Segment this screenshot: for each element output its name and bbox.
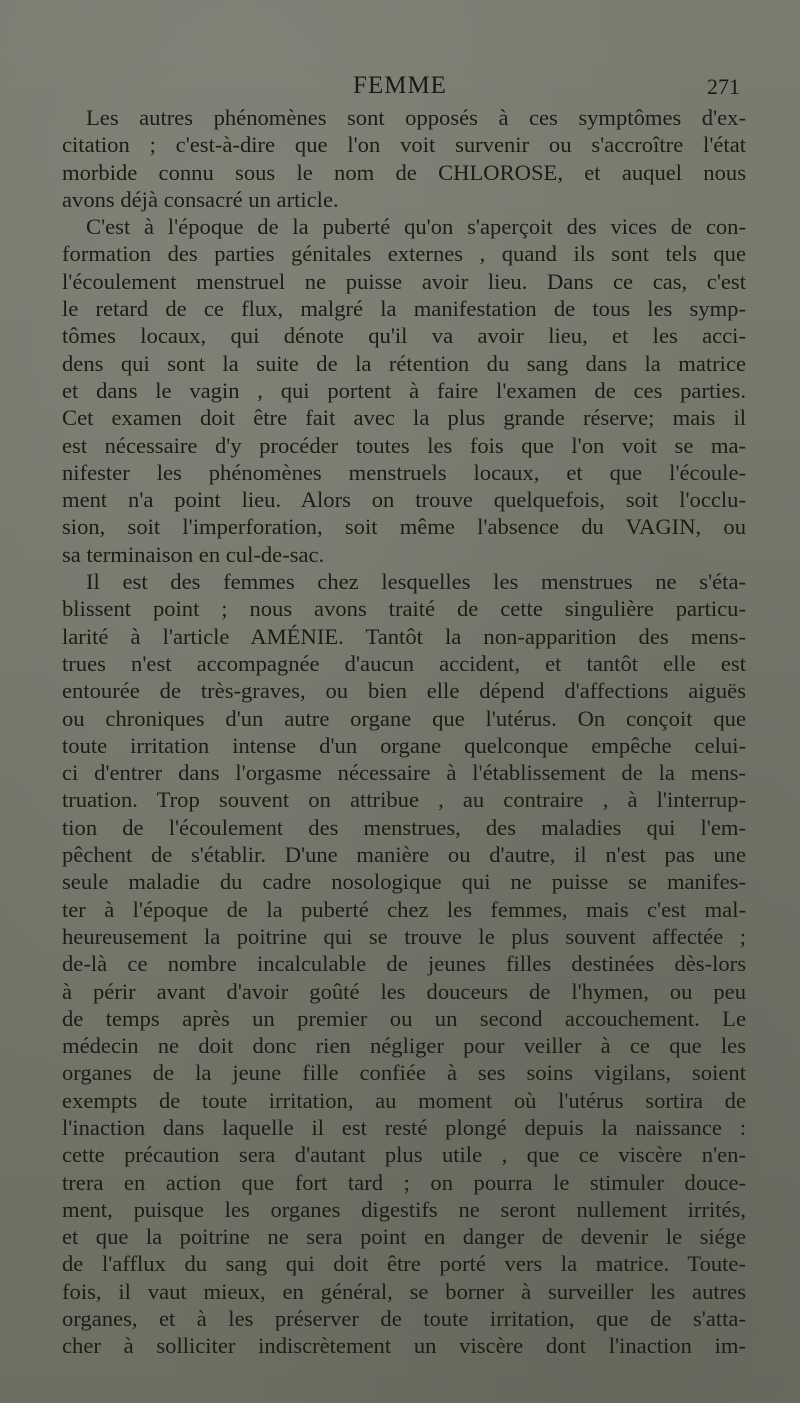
text-line: et que la poitrine ne sera point en danger de devenir le siége [62, 1224, 746, 1250]
text-line: Il est des femmes chez lesquelles les menstrues ne s'éta- [86, 569, 746, 595]
text-line: de-là ce nombre incalculable de jeunes filles destinées dès-lors [62, 951, 746, 977]
page-number: 271 [707, 74, 740, 99]
text-line: trues n'est accompagnée d'aucun accident, et tantôt elle est [62, 650, 746, 676]
text-line: C'est à l'époque de la puberté qu'on s'aperçoit des vices de con- [86, 214, 746, 240]
text-line: de l'afflux du sang qui doit être porté vers la matrice. Toute- [62, 1251, 746, 1277]
text-line: seule maladie du cadre nosologique qui ne puisse se manifes- [62, 869, 746, 895]
text-line: ment n'a point lieu. Alors on trouve quelquefois, soit l'occlu- [62, 487, 746, 513]
text-line: tômes locaux, qui dénote qu'il va avoir lieu, et les acci- [62, 323, 746, 349]
text-line: exempts de toute irritation, au moment où l'utérus sortira de [62, 1087, 746, 1113]
text-line: morbide connu sous le nom de CHLOROSE, et auquel nous [62, 159, 746, 185]
text-line: entourée de très-graves, ou bien elle dépend d'affections aiguës [62, 678, 746, 704]
text-line: dens qui sont la suite de la rétention du sang dans la matrice [62, 350, 746, 376]
text-line: sion, soit l'imperforation, soit même l'absence du VAGIN, ou [62, 514, 746, 540]
text-line: et dans le vagin , qui portent à faire l'examen de ces parties. [62, 377, 746, 403]
text-line: organes de la jeune fille confiée à ses soins vigilans, soient [62, 1060, 746, 1086]
text-line: heureusement la poitrine qui se trouve le plus souvent affectée ; [62, 923, 746, 949]
text-line: truation. Trop souvent on attribue , au contraire , à l'interrup- [62, 787, 746, 813]
text-line: trera en action que fort tard ; on pourra le stimuler douce- [62, 1169, 746, 1195]
text-line: organes, et à les préserver de toute irritation, que de s'atta- [62, 1306, 746, 1332]
body-text [62, 104, 746, 1360]
text-line: ci d'entrer dans l'orgasme nécessaire à l'établissement de la mens- [62, 760, 746, 786]
paragraph [62, 213, 746, 568]
text-line: cette précaution sera d'autant plus utile , que ce viscère n'en- [62, 1142, 746, 1168]
text-line: ou chroniques d'un autre organe que l'utérus. On conçoit que [62, 705, 746, 731]
text-line: ment, puisque les organes digestifs ne seront nullement irrités, [62, 1196, 746, 1222]
text-line: nifester les phénomènes menstruels locaux, et que l'écoule- [62, 459, 746, 485]
text-line: larité à l'article AMÉNIE. Tantôt la non-apparition des mens- [62, 623, 746, 649]
text-line: toute irritation intense d'un organe quelconque empêche celui- [62, 732, 746, 758]
text-line: fois, il vaut mieux, en général, se borner à surveiller les autres [62, 1278, 746, 1304]
text-line: pêchent de s'établir. D'une manière ou d'autre, il n'est pas une [62, 842, 746, 868]
paragraph [62, 104, 746, 213]
text-line: à périr avant d'avoir goûté les douceurs de l'hymen, ou peu [62, 978, 746, 1004]
text-line: l'écoulement menstruel ne puisse avoir lieu. Dans ce cas, c'est [62, 268, 746, 294]
paragraph [62, 568, 746, 1360]
text-line: sa terminaison en cul-de-sac. [62, 541, 325, 567]
text-line: citation ; c'est-à-dire que l'on voit survenir ou s'accroître l'état [62, 132, 746, 158]
text-line: l'inaction dans laquelle il est resté plongé depuis la naissance : [62, 1114, 746, 1140]
text-line: avons déjà consacré un article. [62, 186, 339, 212]
text-line: le retard de ce flux, malgré la manifestation de tous les symp- [62, 296, 746, 322]
text-line: ter à l'époque de la puberté chez les femmes, mais c'est mal- [62, 896, 746, 922]
running-head: FEMME [353, 72, 447, 99]
text-line: formation des parties génitales externes , quand ils sont tels que [62, 241, 746, 267]
text-line: tion de l'écoulement des menstrues, des maladies qui l'em- [62, 814, 746, 840]
text-line: de temps après un premier ou un second accouchement. Le [62, 1005, 746, 1031]
text-line: Cet examen doit être fait avec la plus grande réserve; mais il [62, 405, 746, 431]
text-line: Les autres phénomènes sont opposés à ces symptômes d'ex- [86, 105, 746, 130]
text-line: blissent point ; nous avons traité de cette singulière particu- [62, 596, 746, 622]
text-line: médecin ne doit donc rien négliger pour veiller à ce que les [62, 1033, 746, 1059]
text-line: est nécessaire d'y procéder toutes les fois que l'on voit se ma- [62, 432, 746, 458]
text-line: cher à solliciter indiscrètement un viscère dont l'inaction im- [62, 1333, 746, 1359]
